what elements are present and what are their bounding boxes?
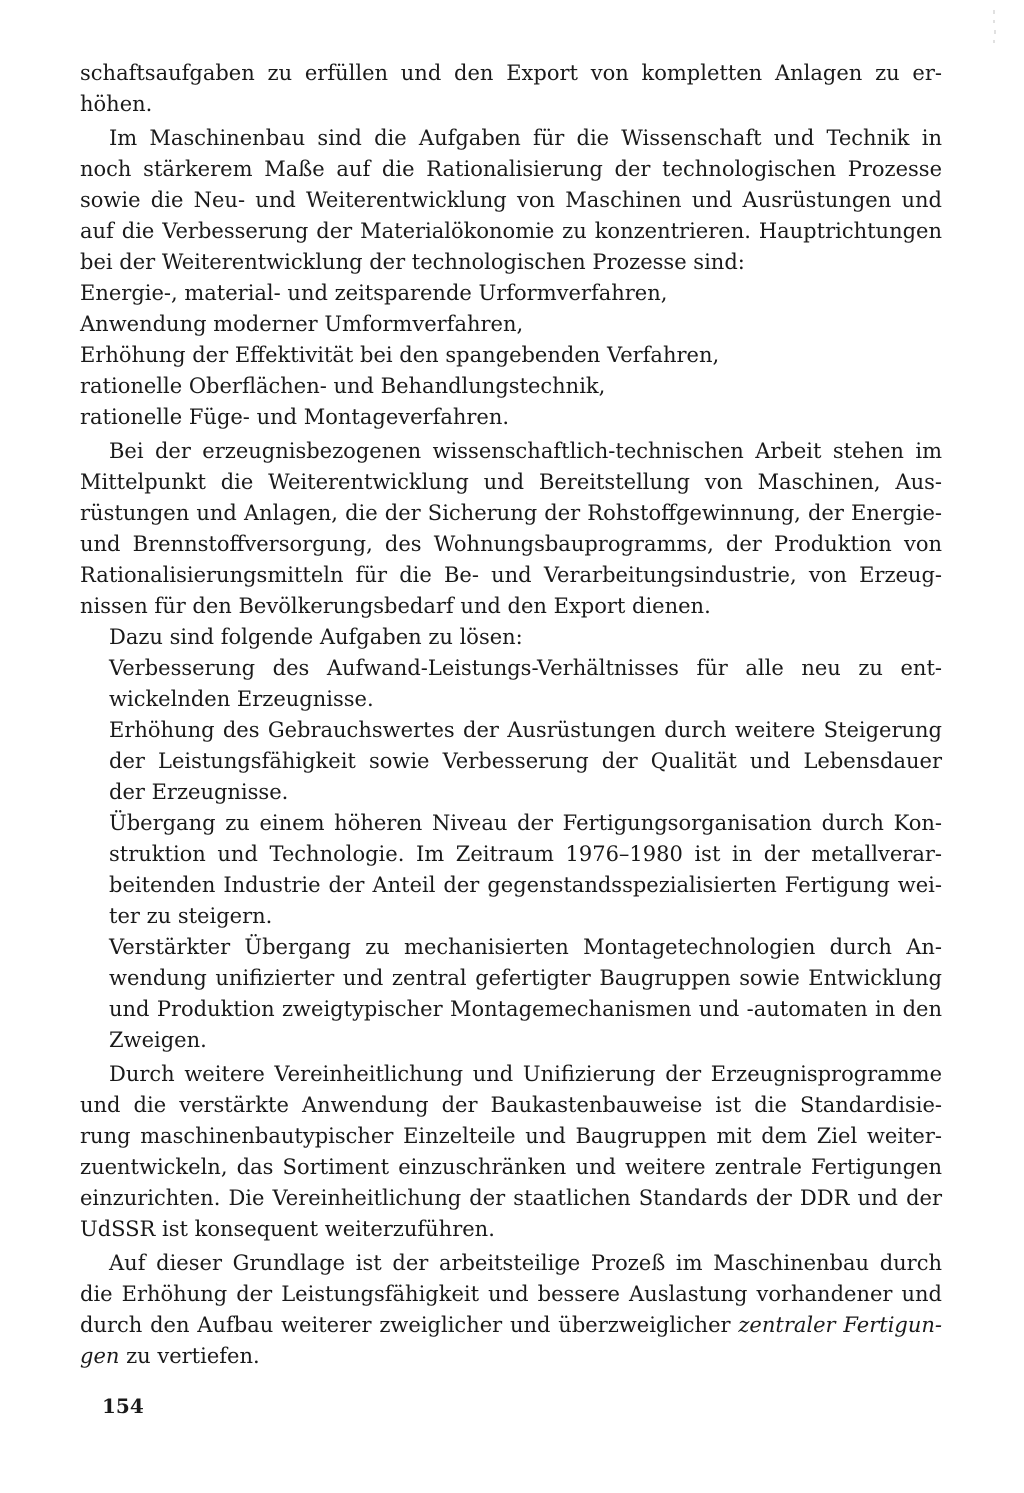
body-text	[80, 58, 942, 1372]
emphasized-term: gen	[80, 1344, 120, 1368]
text-line: höhen.	[80, 92, 153, 116]
list-item: Erhöhung der Effektivität bei den spangebenden Verfahren,	[80, 343, 720, 367]
text-segment: zu vertiefen.	[119, 1344, 260, 1368]
text-line: Im Maschinenbau sind die Aufgaben für die Wissenschaft und Technik in	[109, 126, 942, 150]
list-item: Übergang zu einem höheren Niveau der Fertigungsorganisation durch Kon-	[109, 811, 942, 835]
list-item: rationelle Füge- und Montageverfahren.	[80, 405, 510, 429]
text-segment: durch den Aufbau weiterer zweiglicher und überzweiglicher	[80, 1313, 739, 1337]
text-line: Dazu sind folgende Aufgaben zu lösen:	[109, 625, 523, 649]
text-line: sowie die Neu- und Weiterentwicklung von Maschinen und Ausrüstungen und	[80, 188, 942, 212]
text-line: UdSSR ist konsequent weiterzuführen.	[80, 1217, 495, 1241]
list-item: und Produktion zweigtypischer Montagemechanismen und -automaten in den	[109, 997, 942, 1021]
text-line: einzurichten. Die Vereinheitlichung der staatlichen Standards der DDR und der	[80, 1186, 942, 1210]
list-item: Zweigen.	[109, 1028, 207, 1052]
text-line: Bei der erzeugnisbezogenen wissenschaftlich-technischen Arbeit stehen im	[109, 439, 942, 463]
list-item: Verstärkter Übergang zu mechanisierten Montagetechnologien durch An-	[109, 935, 942, 959]
list-item: der Leistungsfähigkeit sowie Verbesserung der Qualität und Lebensdauer	[109, 749, 942, 773]
page-number: 154	[102, 1394, 144, 1418]
list-item: der Erzeugnisse.	[109, 780, 289, 804]
list-item: wickelnden Erzeugnisse.	[109, 687, 374, 711]
text-line: und Brennstoffversorgung, des Wohnungsbauprogramms, der Produktion von	[80, 532, 942, 556]
text-line: rüstungen und Anlagen, die der Sicherung der Rohstoffgewinnung, der Energie-	[80, 501, 942, 525]
text-line: die Erhöhung der Leistungsfähigkeit und bessere Auslastung vorhandener und	[80, 1282, 942, 1306]
text-line: zuentwickeln, das Sortiment einzuschränken und weitere zentrale Fertigungen	[80, 1155, 942, 1179]
list-item: Verbesserung des Aufwand-Leistungs-Verhältnisses für alle neu zu ent-	[109, 656, 942, 680]
list-item: Anwendung moderner Umformverfahren,	[80, 312, 524, 336]
list-item: rationelle Oberflächen- und Behandlungstechnik,	[80, 374, 606, 398]
list-item: beitenden Industrie der Anteil der gegenstandsspezialisierten Fertigung wei-	[109, 873, 942, 897]
list-item: struktion und Technologie. Im Zeitraum 1976–1980 ist in der metallverar-	[109, 842, 942, 866]
list-item: Energie-, material- und zeitsparende Urformverfahren,	[80, 281, 668, 305]
scan-artifact-mark	[990, 10, 998, 50]
text-line: auf die Verbesserung der Materialökonomie zu konzentrieren. Hauptrichtungen	[80, 219, 942, 243]
list-item: Erhöhung des Gebrauchswertes der Ausrüstungen durch weitere Steigerung	[109, 718, 942, 742]
list-item: ter zu steigern.	[109, 904, 273, 928]
text-line: Durch weitere Vereinheitlichung und Unifizierung der Erzeugnisprogramme	[109, 1062, 942, 1086]
text-line: nissen für den Bevölkerungsbedarf und den Export dienen.	[80, 594, 711, 618]
text-line: rung maschinenbautypischer Einzelteile und Baugruppen mit dem Ziel weiter-	[80, 1124, 942, 1148]
text-line: Auf dieser Grundlage ist der arbeitsteilige Prozeß im Maschinenbau durch	[109, 1251, 942, 1275]
text-line: Mittelpunkt die Weiterentwicklung und Bereitstellung von Maschinen, Aus-	[80, 470, 942, 494]
emphasized-term: zentraler Fertigun-	[738, 1313, 942, 1337]
text-line: und die verstärkte Anwendung der Baukastenbauweise ist die Standardisie-	[80, 1093, 942, 1117]
text-line: Rationalisierungsmitteln für die Be- und Verarbeitungsindustrie, von Erzeug-	[80, 563, 942, 587]
list-item: wendung unifizierter und zentral gefertigter Baugruppen sowie Entwicklung	[109, 966, 942, 990]
text-line: schaftsaufgaben zu erfüllen und den Export von kompletten Anlagen zu er-	[80, 61, 942, 85]
text-line: noch stärkerem Maße auf die Rationalisierung der technologischen Prozesse	[80, 157, 942, 181]
text-line	[80, 1341, 942, 1372]
text-line: bei der Weiterentwicklung der technologischen Prozesse sind:	[80, 250, 745, 274]
text-line	[80, 1310, 942, 1341]
